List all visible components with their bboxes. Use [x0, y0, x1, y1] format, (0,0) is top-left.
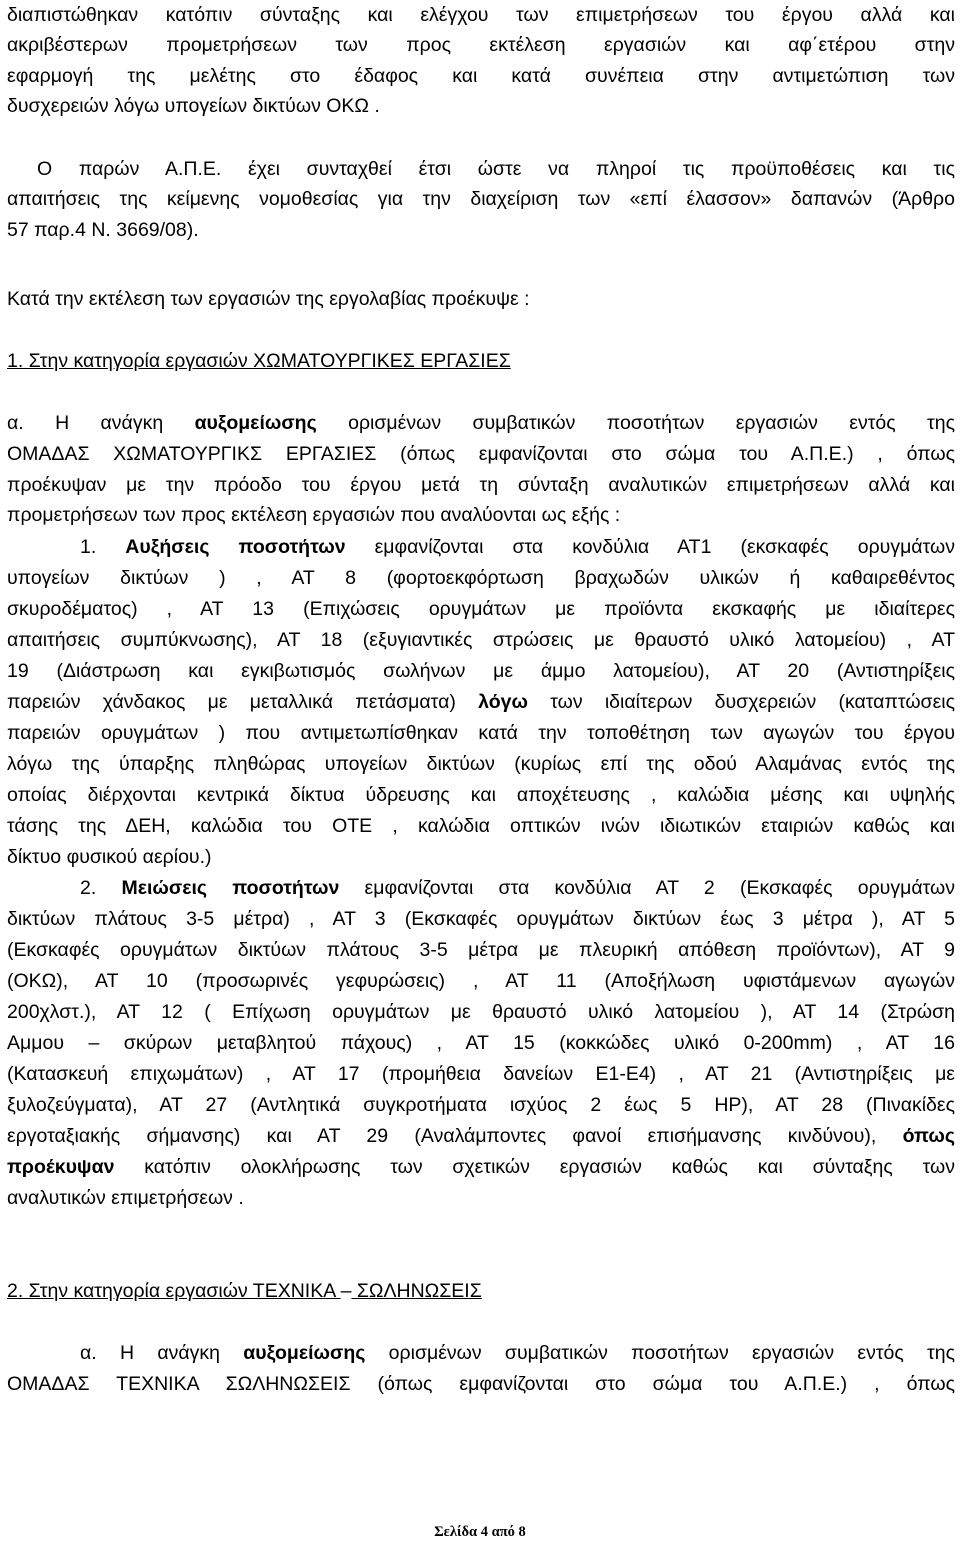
page-number-footer: Σελίδα 4 από 8 — [434, 1524, 526, 1540]
section1-heading — [7, 346, 955, 377]
intro-line-2: ακριβέστερων προμετρήσεων των προς εκτέλεση εργασιών και αφ΄ετέρου στην — [7, 34, 955, 56]
item2-bold: Μειώσεις ποσοτήτων — [121, 877, 340, 899]
item2-l10-post: κατόπιν ολοκλήρωσης των σχετικών εργασιών καθώς και σύνταξης των — [114, 1156, 955, 1178]
item1-line-2: υπογείων δικτύων ) , ΑΤ 8 (φορτοεκφόρτωση βραχωδών υλικών ή καθαιρεθέντος — [7, 567, 955, 589]
intro-line-4: δυσχερειών λόγω υπογείων δικτύων ΟΚΩ . — [7, 95, 380, 117]
para2-line-2: απαιτήσεις της κείμενης νομοθεσίας για την διαχείριση των «επί έλασσον» δαπανών (Άρθρο — [7, 188, 955, 210]
section1-heading-text: 1. Στην κατηγορία εργασιών ΧΩΜΑΤΟΥΡΓΙΚΕΣ ΕΡΓΑΣΙΕΣ — [7, 350, 511, 372]
section2-heading-pre: 2. Στην κατηγορία εργασιών ΤΕΧΝΙΚΑ — [7, 1280, 341, 1302]
item2-num: 2. — [80, 877, 122, 899]
item1-line-7: παρειών ορυγμάτων ) που αντιμετωπίσθηκαν κατά την τοποθέτηση των αγωγών του έργου — [7, 722, 955, 744]
s2-alpha-pre: α. Η ανάγκη — [80, 1342, 244, 1364]
item2-l10-bold: προέκυψαν — [7, 1156, 115, 1178]
section1-alpha-line-1 — [7, 408, 955, 439]
item2-line-7: (Κατασκευή επιχωμάτων) , ΑΤ 17 (προμήθεια δανείων Ε1-Ε4) , ΑΤ 21 (Αντιστηρίξεις με — [7, 1063, 955, 1085]
alpha-post: ορισμένων συμβατικών ποσοτήτων εργασιών εντός της — [316, 412, 955, 434]
item1-line-1 — [80, 532, 955, 563]
section2-alpha-line-1 — [80, 1338, 955, 1369]
item2-line-5: 200χλστ.), ΑΤ 12 ( Επίχωση ορυγμάτων με θραυστό υλικό λατομείου ), ΑΤ 14 (Στρώση — [7, 1001, 955, 1023]
item2-line-1 — [80, 873, 955, 904]
item1-l1-post: εμφανίζονται στα κονδύλια ΑΤ1 (εκσκαφές ορυγμάτων — [345, 536, 955, 558]
section1-alpha-line-4: προμετρήσεων των προς εκτέλεση εργασιών που αναλύονται ως εξής : — [7, 504, 621, 526]
item2-line-9 — [7, 1121, 955, 1152]
section2-heading — [7, 1276, 955, 1307]
item1-line-4: απαιτήσεις συμπύκνωσης), ΑΤ 18 (εξυγιαντικές στρώσεις με θραυστό υλικό λατομείου) , ΑΤ — [7, 629, 955, 651]
item1-bold: Αυξήσεις ποσοτήτων — [125, 536, 346, 558]
item1-line-11: δίκτυο φυσικού αερίου.) — [7, 846, 212, 868]
intro-line-1: διαπιστώθηκαν κατόπιν σύνταξης και ελέγχου των επιμετρήσεων του έργου αλλά και — [7, 4, 955, 26]
alpha-pre: α. Η ανάγκη — [7, 412, 195, 434]
item1-line-5: 19 (Διάστρωση και εγκιβωτισμός σωλήνων με άμμο λατομείου), ΑΤ 20 (Αντιστηρίξεις — [7, 660, 955, 682]
item2-line-4: (ΟΚΩ), ΑΤ 10 (προσωρινές γεφυρώσεις) , ΑΤ 11 (Αποξήλωση υφιστάμενων αγωγών — [7, 970, 955, 992]
para2-line-1: Ο παρών Α.Π.Ε. έχει συνταχθεί έτσι ώστε να πληροί τις προϋποθέσεις και τις — [37, 158, 955, 180]
item1-line-3: σκυροδέματος) , ΑΤ 13 (Επιχώσεις ορυγμάτων με προϊόντα εκσκαφής με ιδιαίτερες — [7, 598, 955, 620]
item2-line-10 — [7, 1152, 955, 1183]
item2-line-2: δικτύων πλάτους 3-5 μέτρα) , ΑΤ 3 (Εκσκαφές ορυγμάτων δικτύων έως 3 μέτρα ), ΑΤ 5 — [7, 908, 955, 930]
item1-line-9: οποίας διέρχονται κεντρικά δίκτυα ύδρευσης και αποχέτευσης , καλώδια μέσης και υψηλής — [7, 784, 955, 806]
intro-line-3: εφαρμογή της μελέτης στο έδαφος και κατά συνέπεια στην αντιμετώπιση των — [7, 65, 955, 87]
section2-heading-dash: – — [340, 1280, 352, 1302]
item1-line-6 — [7, 687, 955, 718]
section2-alpha-line-2: ΟΜΑΔΑΣ ΤΕΧΝΙΚΑ ΣΩΛΗΝΩΣΕΙΣ (όπως εμφανίζονται στο σώμα του Α.Π.Ε.) , όπως — [7, 1373, 955, 1395]
item1-line-10: τάσης της ΔΕΗ, καλώδια του ΟΤΕ , καλώδια οπτικών ινών ιδιωτικών εταιριών καθώς και — [7, 815, 955, 837]
section1-alpha-line-3: προέκυψαν με την πρόοδο του έργου μετά τη σύνταξη αναλυτικών επιμετρήσεων αλλά και — [7, 474, 955, 496]
section2-heading-post: ΣΩΛΗΝΩΣΕΙΣ — [351, 1280, 482, 1302]
para2-line-3: 57 παρ.4 Ν. 3669/08). — [7, 219, 199, 241]
item1-l6-bold: λόγω — [478, 691, 528, 713]
section1-alpha-line-2: ΟΜΑΔΑΣ ΧΩΜΑΤΟΥΡΓΙΚΣ ΕΡΓΑΣΙΕΣ (όπως εμφανίζονται στο σώμα του Α.Π.Ε.) , όπως — [7, 443, 955, 465]
alpha-bold: αυξομείωσης — [194, 412, 317, 434]
item1-num: 1. — [80, 536, 126, 558]
item1-l6-pre: παρειών χάνδακος με μεταλλικά πετάσματα) — [7, 691, 479, 713]
item2-l1-post: εμφανίζονται στα κονδύλια ΑΤ 2 (Εκσκαφές ορυγμάτων — [339, 877, 955, 899]
item2-line-8: ξυλοζεύγματα), ΑΤ 27 (Αντλητικά συγκροτήματα ισχύος 2 έως 5 ΗΡ), ΑΤ 28 (Πινακίδες — [7, 1094, 955, 1116]
item2-l9-bold: όπως — [902, 1125, 955, 1147]
item2-line-11: αναλυτικών επιμετρήσεων . — [7, 1187, 244, 1209]
s2-alpha-bold: αυξομείωσης — [243, 1342, 366, 1364]
item2-line-6: Αμμου – σκύρων μεταβλητού πάχους) , ΑΤ 15 (κοκκώδες υλικό 0-200mm) , ΑΤ 16 — [7, 1032, 955, 1054]
item2-l9-pre: εργοταξιακής σήμανσης) και ΑΤ 29 (Αναλάμποντες φανοί επισήμανσης κινδύνου), — [7, 1125, 903, 1147]
item2-line-3: (Εκσκαφές ορυγμάτων δικτύων πλάτους 3-5 μέτρα με πλευρική απόθεση προϊόντων), ΑΤ 9 — [7, 939, 955, 961]
item1-line-8: λόγω της ύπαρξης πληθώρας υπογείων δικτύων (κυρίως επί της οδού Αλαμάνας εντός της — [7, 753, 955, 775]
item1-l6-post: των ιδιαίτερων δυσχερειών (καταπτώσεις — [527, 691, 956, 713]
para3-line: Κατά την εκτέλεση των εργασιών της εργολαβίας προέκυψε : — [7, 288, 530, 310]
s2-alpha-post: ορισμένων συμβατικών ποσοτήτων εργασιών εντός της — [365, 1342, 955, 1364]
